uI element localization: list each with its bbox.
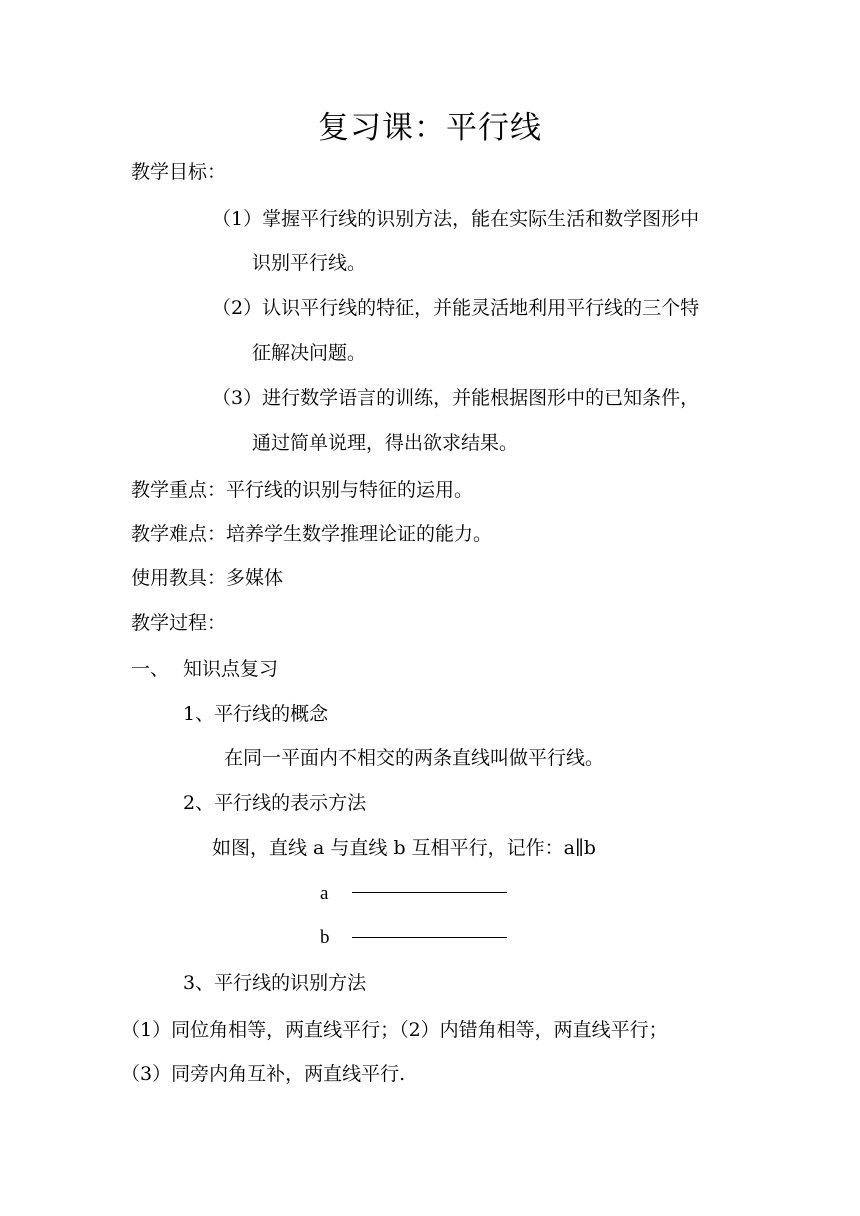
- identification-heading: 3、平行线的识别方法: [183, 972, 367, 994]
- difficulty: 教学难点：培养学生数学推理论证的能力。: [131, 523, 493, 545]
- objective-3-line-1: （3）进行数学语言的训练，并能根据图形中的已知条件，: [212, 387, 700, 409]
- line-b: [352, 937, 507, 938]
- objective-1-line-1: （1）掌握平行线的识别方法，能在实际生活和数学图形中: [212, 208, 700, 230]
- notation-heading: 2、平行线的表示方法: [183, 792, 367, 814]
- identification-line-2: （3）同旁内角互补，两直线平行.: [121, 1063, 406, 1085]
- page-title: 复习课：平行线: [318, 110, 542, 146]
- line-a-label: a: [320, 883, 329, 904]
- objective-2-line-1: （2）认识平行线的特征，并能灵活地利用平行线的三个特: [212, 297, 700, 319]
- line-a: [352, 892, 507, 893]
- teaching-process-heading: 教学过程：: [131, 612, 227, 634]
- teaching-tools: 使用教具：多媒体: [131, 567, 284, 589]
- notation-text: 如图，直线 a 与直线 b 互相平行，记作：a∥b: [212, 837, 596, 859]
- objective-1-line-2: 识别平行线。: [252, 252, 367, 274]
- key-point: 教学重点：平行线的识别与特征的运用。: [131, 479, 474, 501]
- section-1-number: 一、: [131, 658, 170, 680]
- objectives-heading: 教学目标：: [131, 161, 227, 183]
- identification-line-1: （1）同位角相等，两直线平行；（2）内错角相等，两直线平行；: [121, 1019, 668, 1041]
- objective-3-line-2: 通过简单说理，得出欲求结果。: [252, 432, 519, 454]
- concept-heading: 1、平行线的概念: [183, 703, 329, 725]
- line-b-label: b: [320, 927, 330, 948]
- concept-text: 在同一平面内不相交的两条直线叫做平行线。: [224, 747, 605, 769]
- section-1-heading: 知识点复习: [183, 658, 279, 680]
- objective-2-line-2: 征解决问题。: [252, 342, 367, 364]
